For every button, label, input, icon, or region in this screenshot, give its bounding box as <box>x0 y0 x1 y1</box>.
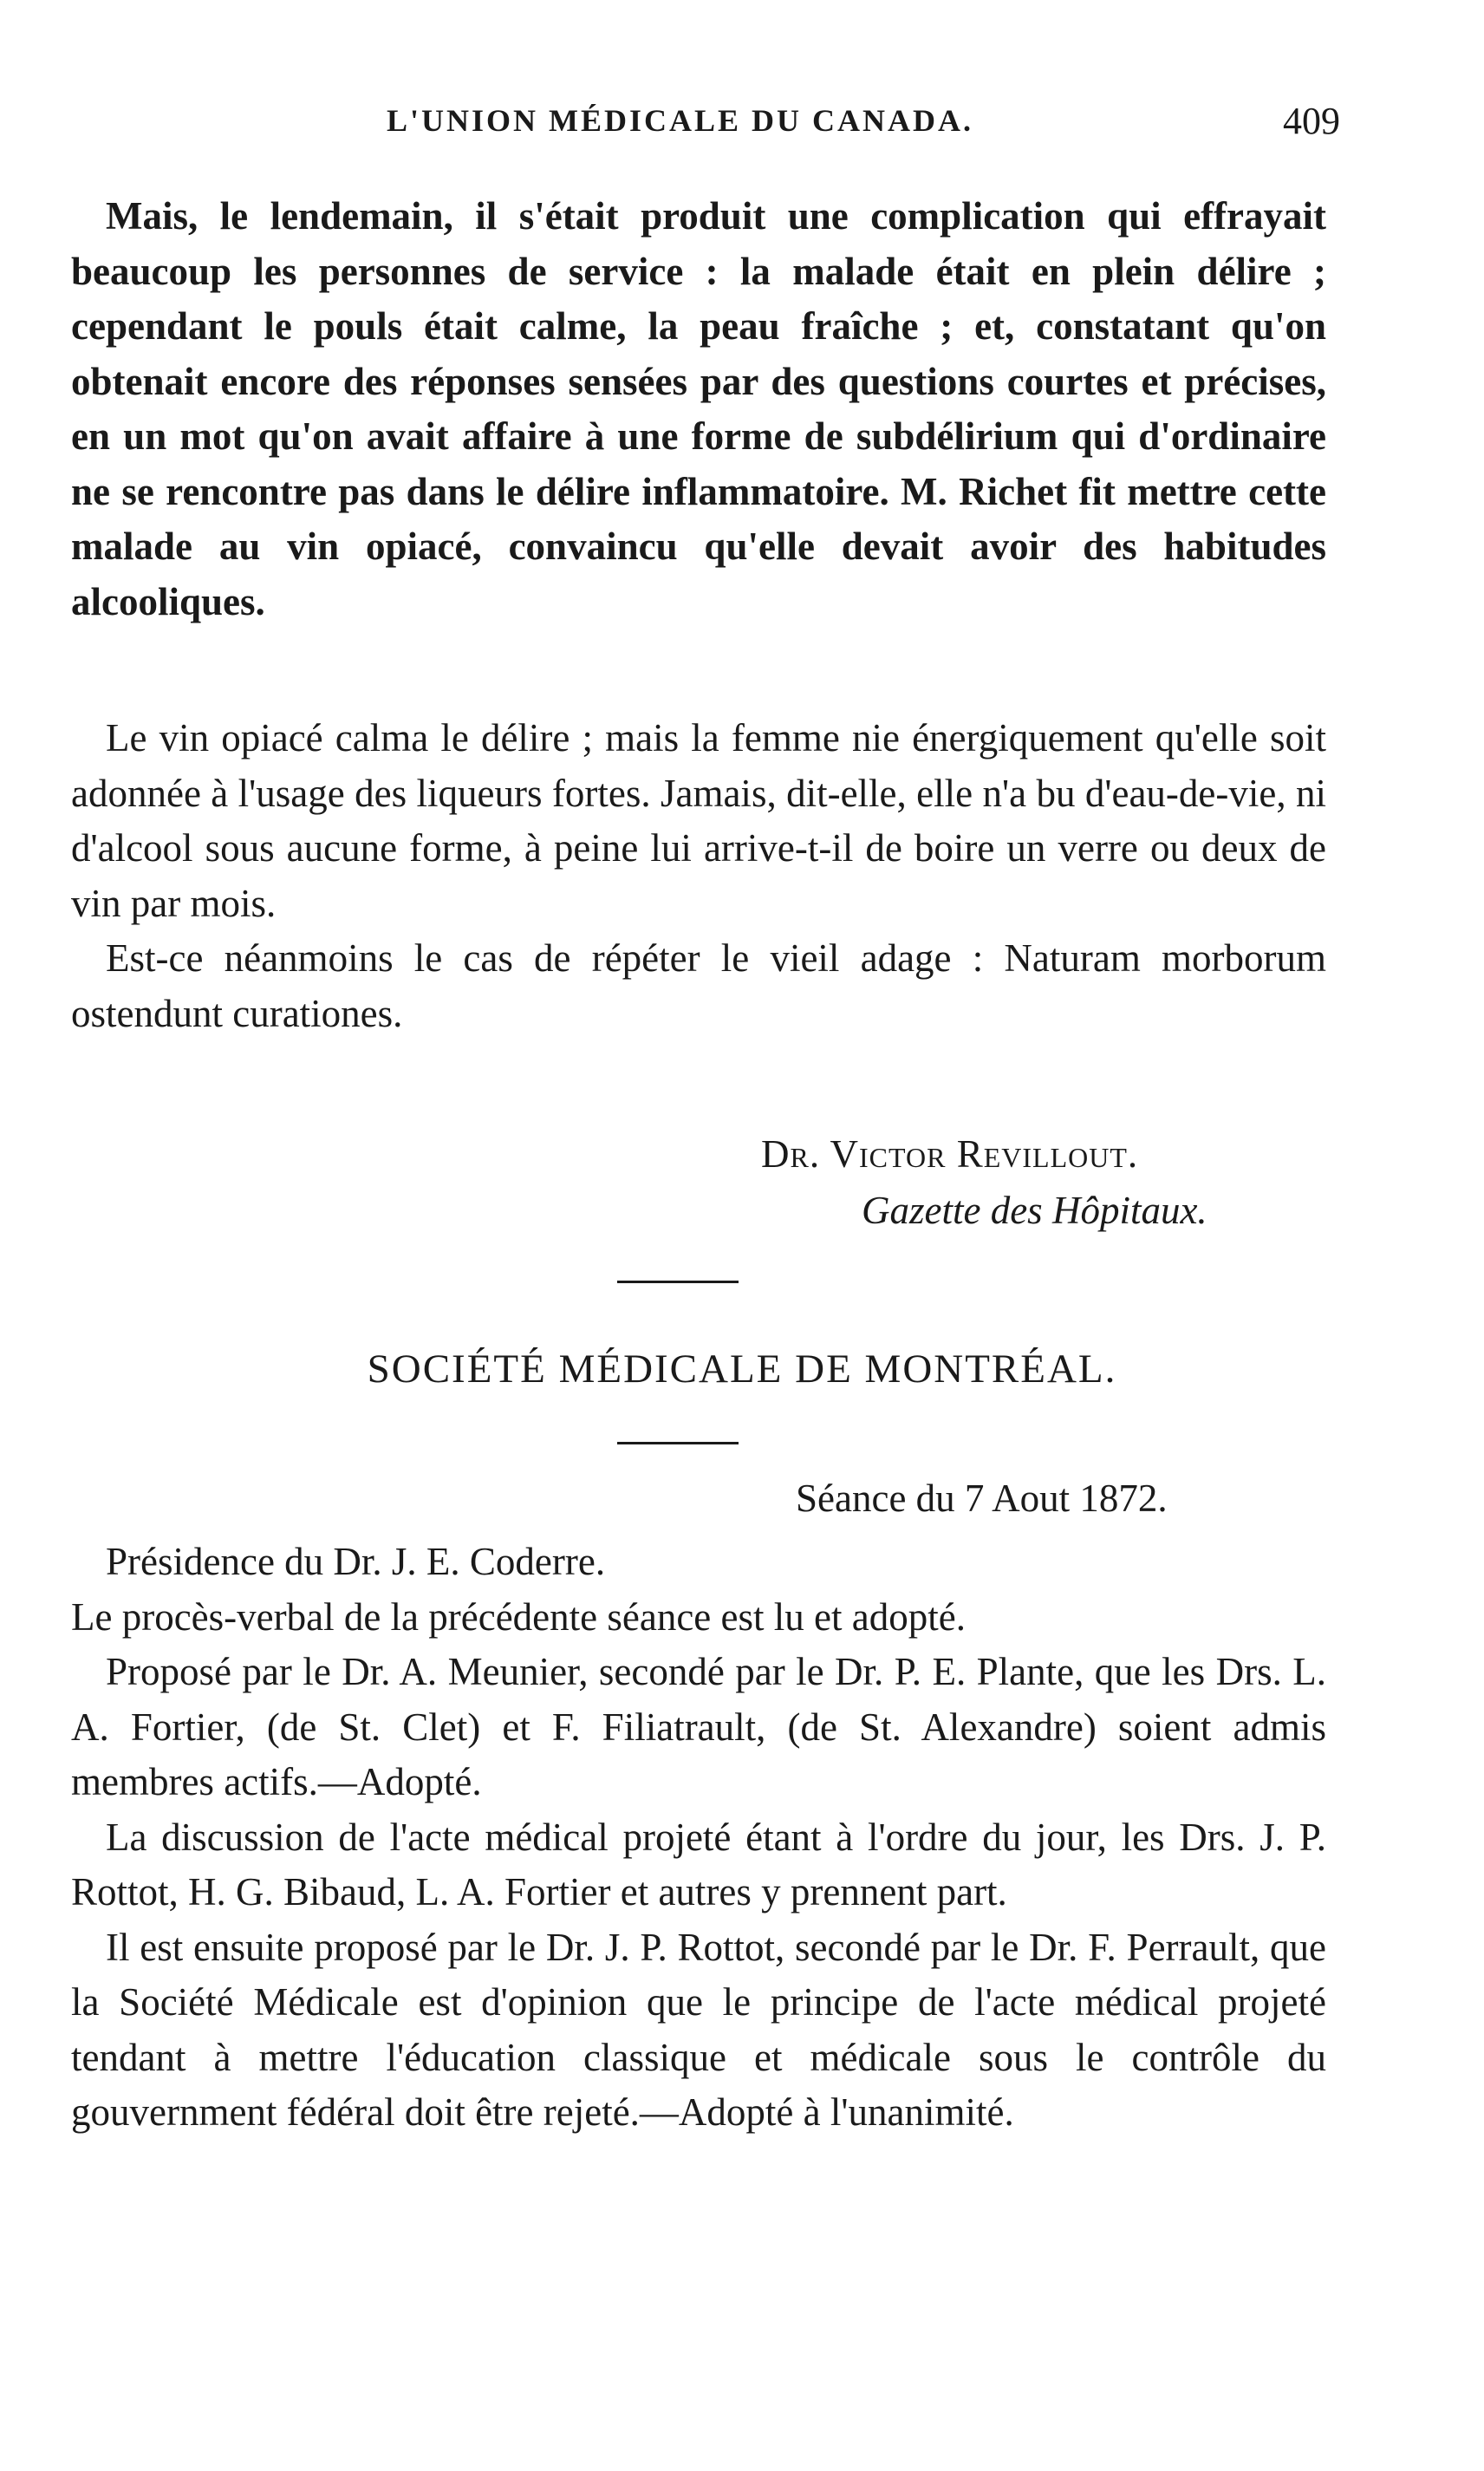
signature-source: Gazette des Hôpitaux. <box>862 1189 1207 1232</box>
minutes-paragraph-5: Il est ensuite proposé par le Dr. J. P. Rottot, secondé par le Dr. F. Perrault, que la Société Médicale est d'opinion que le principe de l'acte médical projeté tendant à mettre l'éducation classique et médicale sous le contrôle du gouvernment fédéral doit être rejeté.—Adopté à l'unanimité. <box>71 1925 1326 2134</box>
minutes-paragraph-2: Le procès-verbal de la précédente séance est lu et adopté. <box>71 1594 966 1639</box>
article-body-continued <box>71 711 1326 1041</box>
article-paragraph-1: Mais, le lendemain, il s'était produit une complication qui effrayait beaucoup les personnes de service : la malade était en plein délire ; cependant le pouls était calme, la peau fraîche ; et, constatant qu'on obtenait encore des réponses sensées par des questions courtes et précises, en un mot qu'on avait affaire à une forme de subdélirium qui d'ordinaire ne se rencontre pas dans le délire inflammatoire. M. Richet fit mettre cette malade au vin opiacé, convaincu qu'elle devait avoir des habitudes alcooliques. <box>71 194 1326 623</box>
minutes-paragraph-3: Proposé par le Dr. A. Meunier, secondé par le Dr. P. E. Plante, que les Drs. L. A. Fortier, (de St. Clet) et F. Filiatrault, (de St. Alexandre) soient admis membres actifs.—Adopté. <box>71 1650 1326 1803</box>
article-body <box>71 189 1326 629</box>
page-number: 409 <box>1283 100 1340 142</box>
running-title: L'UNION MÉDICALE DU CANADA. <box>387 103 974 138</box>
minutes-paragraph-4: La discussion de l'acte médical projeté étant à l'ordre du jour, les Drs. J. P. Rottot, H. G. Bibaud, L. A. Fortier et autres y prennent part. <box>71 1815 1326 1914</box>
running-header <box>0 102 1484 154</box>
section-divider-bottom <box>617 1442 739 1444</box>
article-paragraph-2: Le vin opiacé calma le délire ; mais la femme nie énergiquement qu'elle soit adonnée à l'usage des liqueurs fortes. Jamais, dit-elle, elle n'a bu d'eau-de-vie, ni d'alcool sous aucune forme, à peine lui arrive-t-il de boire un verre ou deux de vin par mois. <box>71 716 1326 925</box>
minutes-body <box>71 1535 1326 2141</box>
section-title: SOCIÉTÉ MÉDICALE DE MONTRÉAL. <box>367 1346 1117 1392</box>
session-date: Séance du 7 Aout 1872. <box>796 1477 1168 1520</box>
signature-name: Dr. Victor Revillout. <box>761 1132 1139 1176</box>
minutes-paragraph-1: Présidence du Dr. J. E. Coderre. <box>106 1540 606 1583</box>
section-divider-top <box>617 1281 739 1283</box>
article-paragraph-3: Est-ce néanmoins le cas de répéter le vieil adage : Naturam morborum ostendunt curationes. <box>71 936 1326 1035</box>
